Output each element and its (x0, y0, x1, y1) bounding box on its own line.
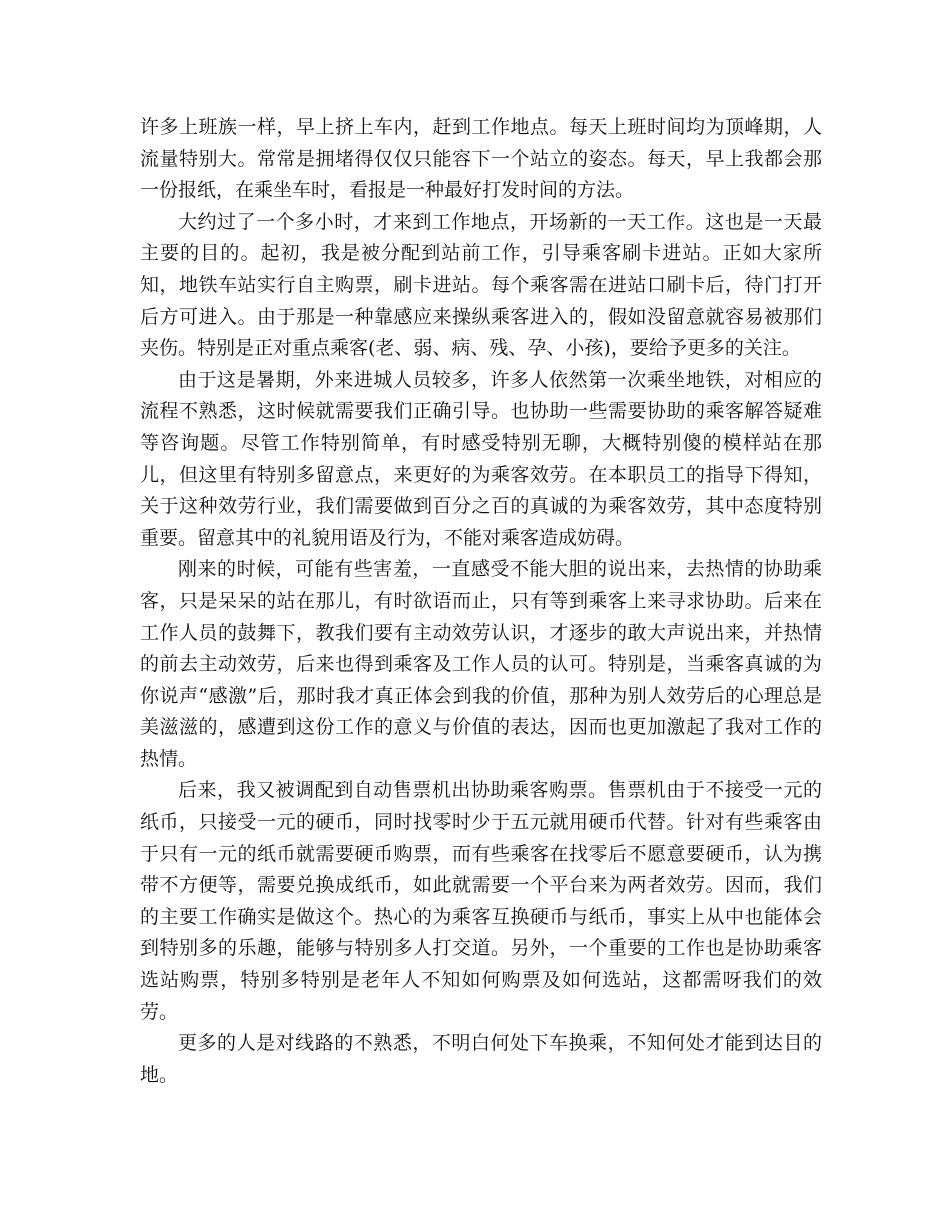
document-body (140, 112, 822, 1091)
paragraph-6: 更多的人是对线路的不熟悉，不明白何处下车换乘，不知何处才能到达目的地。 (140, 1032, 822, 1086)
paragraph-4: 刚来的时候，可能有些害羞，一直感受不能大胆的说出来，去热情的协助乘客，只是呆呆的站在那儿，有时欲语而止，只有等到乘客上来寻求协助。后来在工作人员的鼓舞下，教我们要有主动效劳认识，才逐步的敢大声说出来，并热情的前去主动效劳，后来也得到乘客及工作人员的认可。特别是，当乘客真诚的为你说声“感激”后，那时我才真正体会到我的价值，那种为别人效劳后的心理总是美滋滋的，感遭到这份工作的意义与价值的表达，因而也更加激起了我对工作的热情。 (140, 558, 822, 770)
paragraph-1: 许多上班族一样，早上挤上车内，赶到工作地点。每天上班时间均为顶峰期，人流量特别大。常常是拥堵得仅仅只能容下一个站立的姿态。每天，早上我都会那一份报纸，在乘坐车时，看报是一种最好打发时间的方法。 (140, 116, 822, 202)
paragraph-5: 后来，我又被调配到自动售票机出协助乘客购票。售票机由于不接受一元的纸币，只接受一元的硬币，同时找零时少于五元就用硬币代替。针对有些乘客由于只有一元的纸币就需要硬币购票，而有些乘客在找零后不愿意要硬币，认为携带不方便等，需要兑换成纸币，如此就需要一个平台来为两者效劳。因而，我们的主要工作确实是做这个。热心的为乘客互换硬币与纸币，事实上从中也能体会到特别多的乐趣，能够与特别多人打交道。另外，一个重要的工作也是协助乘客选站购票，特别多特别是老年人不知如何购票及如何选站，这都需呀我们的效劳。 (140, 779, 822, 1023)
paragraph-2: 大约过了一个多小时，才来到工作地点，开场新的一天工作。这也是一天最主要的目的。起初，我是被分配到站前工作，引导乘客刷卡进站。正如大家所知，地铁车站实行自主购票，刷卡进站。每个乘客需在进站口刷卡后，待门打开后方可进入。由于那是一种靠感应来操纵乘客进入的，假如没留意就容易被那们夹伤。特别是正对重点乘客(老、弱、病、残、孕、小孩)，要给予更多的关注。 (140, 210, 822, 360)
paragraph-3: 由于这是暑期，外来进城人员较多，许多人依然第一次乘坐地铁，对相应的流程不熟悉，这时候就需要我们正确引导。也协助一些需要协助的乘客解答疑难等咨询题。尽管工作特别简单，有时感受特别无聊，大概特别傻的模样站在那儿，但这里有特别多留意点，来更好的为乘客效劳。在本职员工的指导下得知，关于这种效劳行业，我们需要做到百分之百的真诚的为乘客效劳，其中态度特别重要。留意其中的礼貌用语及行为，不能对乘客造成妨碍。 (140, 368, 822, 549)
